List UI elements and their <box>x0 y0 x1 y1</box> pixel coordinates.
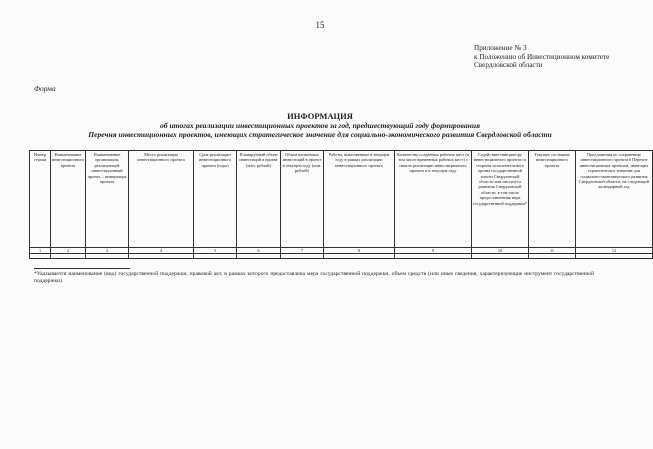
column-header: Номер строки <box>30 151 51 248</box>
empty-cell <box>281 254 324 259</box>
empty-cell <box>51 254 86 259</box>
column-header: Работы, выполненные в текущем году в рамках реализации инвестиционного проекта <box>324 151 395 248</box>
column-number: 7 <box>281 248 324 254</box>
report-table <box>29 150 653 259</box>
column-number: 8 <box>324 248 395 254</box>
column-header: Предложения по сохранению инвестиционного проекта в Перечне инвестиционных проектов, имеющих стратегическое значение для социально-экономического развития Свердловской области, на следующий календарный год <box>576 151 653 248</box>
column-number: 1 <box>30 248 51 254</box>
column-number: 2 <box>51 248 86 254</box>
page-number: 15 <box>315 20 325 30</box>
column-header: Наименование инвестиционного проекта <box>51 151 86 248</box>
column-header: Место реализации инвестиционного проекта <box>129 151 194 248</box>
column-header: Содействие инициатору инвестиционного проекта со стороны исполнительного органа государственной власти Свердловской области или института развития Свердловской области, в том числе предоставленная мера государственной поддержки* <box>472 151 529 248</box>
empty-cell <box>30 254 51 259</box>
column-number: 4 <box>129 248 194 254</box>
column-header: Наименование организации, реализующей инвестиционный проект, – инициатора проекта <box>86 151 129 248</box>
empty-cell <box>472 254 529 259</box>
column-header: Текущее состояние инвестиционного проекта <box>529 151 576 248</box>
table-header-row <box>30 151 653 248</box>
column-number: 6 <box>237 248 281 254</box>
column-number: 9 <box>395 248 472 254</box>
empty-data-row <box>30 254 653 259</box>
empty-cell <box>324 254 395 259</box>
appendix-line-3: Свердловской области <box>474 61 543 70</box>
column-header: Количество созданных рабочих мест (в том числе временных рабочих мест) с начала реализации инвестиционного проекта и в текущем году <box>395 151 472 248</box>
empty-cell <box>194 254 237 259</box>
empty-cell <box>129 254 194 259</box>
empty-cell <box>86 254 129 259</box>
appendix-line-1: Приложение № 3 <box>474 44 527 52</box>
column-header: Объем вложенных инвестиций в проект в текущем году (млн. рублей) <box>281 151 324 248</box>
column-number: 12 <box>576 248 653 254</box>
document-title: ИНФОРМАЦИЯ <box>287 111 353 121</box>
empty-cell <box>529 254 576 259</box>
column-number: 5 <box>194 248 237 254</box>
column-number: 3 <box>86 248 129 254</box>
empty-cell <box>395 254 472 259</box>
form-label: Форма <box>34 84 56 93</box>
footnote-divider <box>34 268 130 269</box>
column-header: Срок реализации инвестиционного проекта (годы) <box>194 151 237 248</box>
column-number: 10 <box>472 248 529 254</box>
appendix-line-2: к Положению об Инвестиционном комитете <box>474 52 610 61</box>
appendix-reference <box>474 44 609 70</box>
footnote-text: *Указывается наименование (вид) государственной поддержки, правовой акт, в рамках которого предоставлена мера государственной поддержки, объем средств (или иные сведения, характеризующие инструмент государственной поддержки). <box>34 271 594 284</box>
empty-cell <box>237 254 281 259</box>
document-subtitle-1: об итогах реализации инвестиционных проектов за год, предшествующий году формирования <box>159 121 481 130</box>
column-header: Планируемый объем инвестиций в проект (млн. рублей) <box>237 151 281 248</box>
document-subtitle-2: Перечня инвестиционных проектов, имеющих стратегическое значение для социально-экономического развития Свердловской области <box>88 130 552 139</box>
empty-cell <box>576 254 653 259</box>
column-number: 11 <box>529 248 576 254</box>
